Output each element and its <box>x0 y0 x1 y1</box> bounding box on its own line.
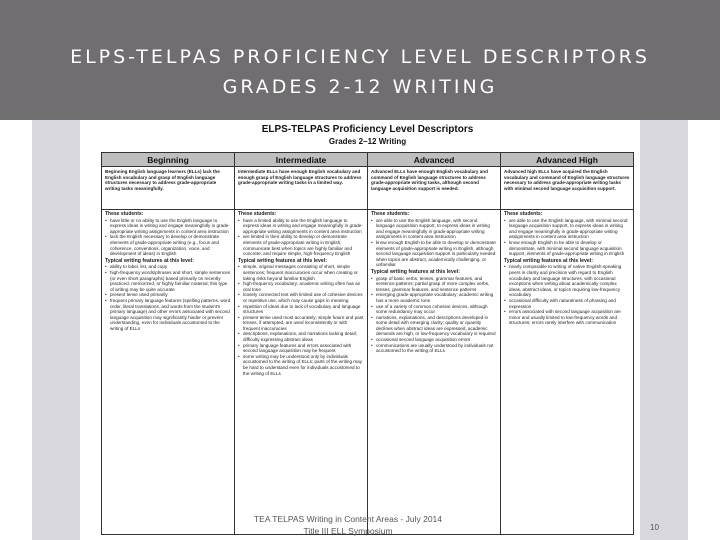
level-beginning: Beginning <box>102 153 235 167</box>
writing-feature: • use of a variety of common cohesive devices, although some redundancy may occur <box>371 304 497 315</box>
typical-features-heading: Typical writing features at this level: <box>238 257 327 264</box>
left-side-stripe <box>32 120 80 540</box>
column-intermediate <box>235 210 368 535</box>
typical-features-heading: Typical writing features at this level: <box>371 268 460 275</box>
writing-feature: • emerging grade-appropriate vocabulary; academic writing has a more academic tone <box>371 292 497 303</box>
these-students-heading: These students: <box>371 211 410 217</box>
writing-feature: • high-frequency vocabulary; academic writing often has an oral tone <box>238 281 364 292</box>
intro-advanced: Advanced ELLs have enough English vocabulary and command of English language structures to address grade-appropriate writing tasks, although second language acquisition support is needed. <box>368 167 501 210</box>
typical-features-heading: Typical writing features at this level: <box>105 257 194 264</box>
slide-title-line1: ELPS-TELPAS PROFICIENCY LEVEL DESCRIPTORS <box>70 46 650 68</box>
level-advanced-high: Advanced High <box>501 153 634 167</box>
writing-feature: • occasional difficulty with naturalness of phrasing and expression <box>504 298 630 309</box>
typical-features-heading: Typical writing features at this level: <box>504 257 593 264</box>
slide-title-line2: GRADES 2-12 WRITING <box>222 76 498 98</box>
intro-intermediate: Intermediate ELLs have enough English vocabulary and enough grasp of English language structures to address grade-appropriate writing tasks in a limited way. <box>235 167 368 210</box>
student-descriptor: • know enough English to be able to develop or demonstrate elements of grade-appropriate writing in English, although second language acquisition support is particularly needed when topics are abstract, academically challenging, or unfamiliar <box>371 240 497 268</box>
these-students-heading: These students: <box>105 211 144 217</box>
student-descriptor: • are able to use the English language, with minimal second language acquisition support, to express ideas in writing and engage meaningfully in grade-appropriate writing assignments in content area instruction <box>504 218 630 240</box>
writing-feature: • repetition of ideas due to lack of vocabulary and language structures <box>238 304 364 315</box>
writing-feature: • simple, original messages consisting of short, simple sentences; frequent inaccuracies occur when creating or taking risks beyond familiar English <box>238 264 364 281</box>
document-title: ELPS-TELPAS Proficiency Level Descriptors <box>261 124 474 135</box>
level-intermediate: Intermediate <box>235 153 368 167</box>
document-subtitle: Grades 2–12 Writing <box>328 137 407 146</box>
title-banner <box>0 0 720 120</box>
student-descriptor: • lack the English necessary to develop or demonstrate elements of grade-appropriate writing (e.g., focus and coherence, conventions, organization, voice, and development of ideas) in English <box>105 234 231 256</box>
writing-feature: • nearly comparable to writing of native English-speaking peers in clarity and precision with regard to English vocabulary and language structures, with occasional exceptions when writing about academically complex ideas, abstract ideas, or topics requiring low-frequency vocabulary <box>504 264 630 298</box>
writing-feature: • high-frequency words/phrases and short, simple sentences (or even short paragraphs) based primarily on recently practiced, memorized, or highly familiar material; this type of writing may be quite accurate <box>105 270 231 292</box>
writing-feature: • grasp of basic verbs, tenses, grammar features, and sentence patterns; partial grasp of more complex verbs, tenses, grammar features, and sentence patterns <box>371 276 497 293</box>
writing-feature: • occasional second language acquisition errors <box>371 337 497 343</box>
descriptor-body-row <box>102 210 634 535</box>
level-header-row <box>102 153 634 167</box>
writing-feature: • narrations, explanations, and descriptions developed in some detail with emerging clarity; quality or quantity declines when abstract ideas are expressed, academic demands are high, or low-frequency vocabulary is required <box>371 315 497 337</box>
writing-feature: • ability to label, list, and copy <box>105 264 231 270</box>
writing-feature: • present tense used primarily <box>105 292 231 298</box>
writing-feature: • communications are usually understood by individuals not accustomed to the writing of ELLs <box>371 343 497 354</box>
descriptor-document <box>96 120 639 540</box>
column-advanced <box>368 210 501 535</box>
slide-footer <box>248 514 448 538</box>
writing-feature: • present tense used most accurately; simple future and past tenses, if attempted, are used inconsistently or with frequent inaccuracies <box>238 315 364 332</box>
writing-feature: • errors associated with second language acquisition are minor and usually limited to low-frequency words and structures; errors rarely interfere with communication <box>504 309 630 326</box>
these-students-heading: These students: <box>238 211 277 217</box>
student-descriptor: • have a limited ability to use the English language to express ideas in writing and engage meaningfully in grade-appropriate writing assignments in content area instruction <box>238 218 364 235</box>
writing-feature: • descriptions, explanations, and narrations lacking detail; difficulty expressing abstract ideas <box>238 331 364 342</box>
footer-line-2: Title III ELL Symposium <box>303 526 393 536</box>
student-descriptor: • know enough English to be able to develop or demonstrate, with minimal second language acquisition support, elements of grade-appropriate writing in English <box>504 240 630 257</box>
descriptor-table <box>101 152 634 535</box>
intro-row <box>102 167 634 210</box>
student-descriptor: • are limited in their ability to develop or demonstrate elements of grade-appropriate writing in English; communicate best when topics are highly familiar and concrete, and require simple, high-frequency English <box>238 234 364 256</box>
these-students-heading: These students: <box>504 211 543 217</box>
writing-feature: • some writing may be understood only by individuals accustomed to the writing of ELLs; parts of the writing may be hard to understand even for individuals accustomed to the writing of ELLs <box>238 354 364 376</box>
student-descriptor: • are able to use the English language, with second language acquisition support, to express ideas in writing and engage meaningfully in grade-appropriate writing assignments in content area instruction <box>371 218 497 240</box>
intro-advanced-high: Advanced high ELLs have acquired the English vocabulary and command of English language structures necessary to address grade-appropriate writing tasks with minimal second language acquisition support. <box>501 167 634 210</box>
column-advanced-high <box>501 210 634 535</box>
footer-line-1: TEA TELPAS Writing in Content Areas - July 2014 <box>253 514 443 524</box>
writing-feature: • primary language features and errors associated with second language acquisition may be frequent <box>238 343 364 354</box>
writing-feature: • loosely connected text with limited use of cohesive devices or repetitive use, which may cause gaps in meaning <box>238 292 364 303</box>
column-beginning <box>102 210 235 535</box>
page-number: 10 <box>650 523 659 532</box>
level-advanced: Advanced <box>368 153 501 167</box>
writing-feature: • frequent primary language features (spelling patterns, word order, literal translations, and words from the student's primary language) and other errors associated with second language acquisition may significantly hinder or prevent understanding, even for individuals accustomed to the writing of ELLs <box>105 298 231 332</box>
student-descriptor: • have little or no ability to use the English language to express ideas in writing and engage meaningfully in grade-appropriate writing assignments in content area instruction <box>105 218 231 235</box>
intro-beginning: Beginning English language learners (ELLs) lack the English vocabulary and grasp of English language structures necessary to address grade-appropriate writing tasks meaningfully. <box>102 167 235 210</box>
right-side-stripe <box>640 120 688 540</box>
